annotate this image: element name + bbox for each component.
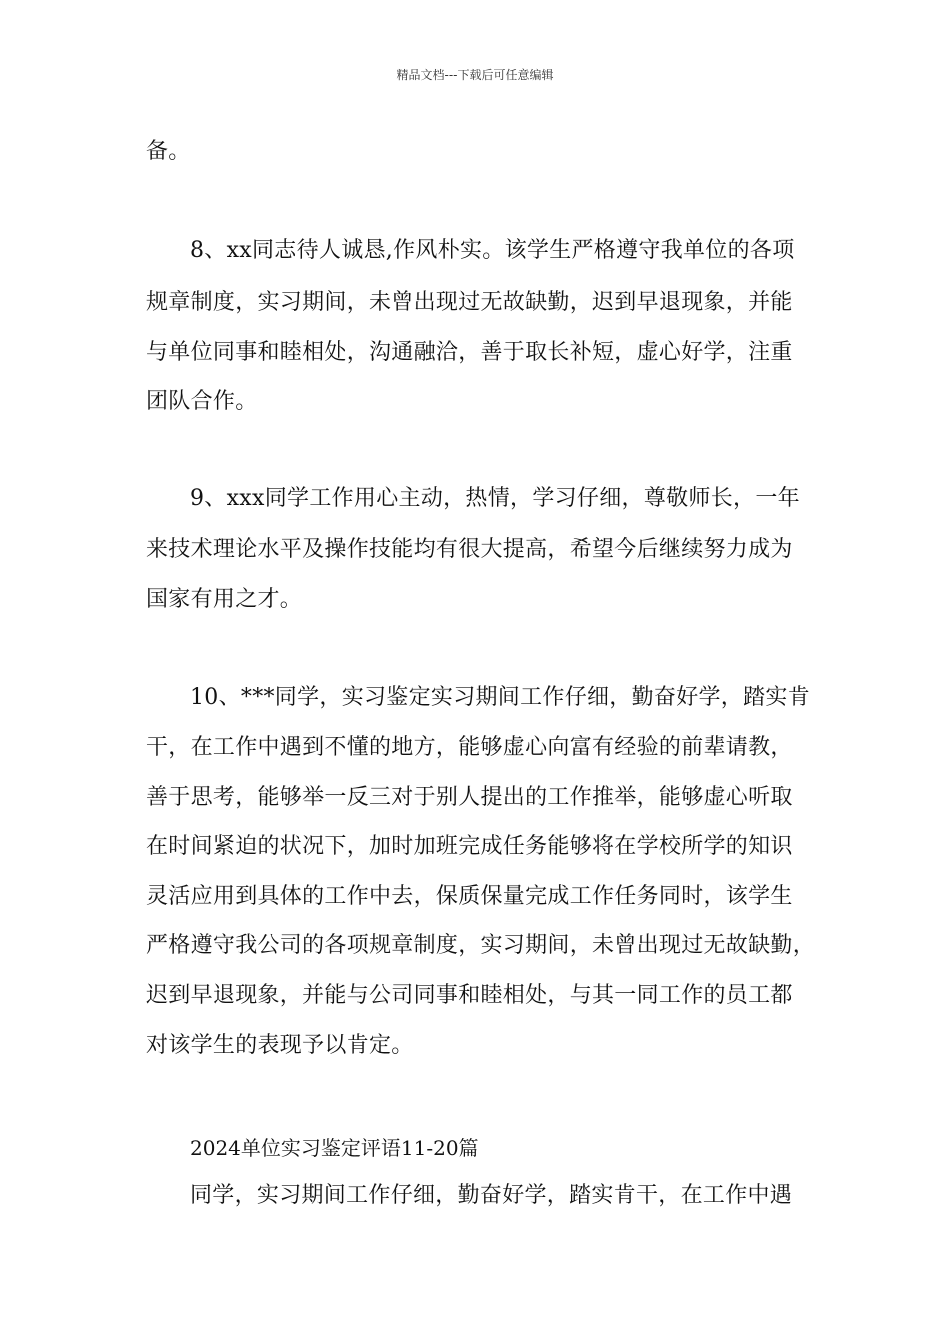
text-line: 国家有用之才。 (146, 587, 303, 612)
text-line: 10、***同学，实习鉴定实习期间工作仔细，勤奋好学，踏实肯 (190, 685, 810, 710)
text-line: 与单位同事和睦相处，沟通融洽，善于取长补短，虚心好学，注重 (146, 340, 793, 365)
text-line: 团队合作。 (146, 389, 258, 414)
text-line: 规章制度，实习期间，未曾出现过无故缺勤，迟到早退现象，并能 (146, 290, 793, 315)
section-heading: 2024单位实习鉴定评语11-20篇 (190, 1136, 479, 1160)
text-line: 同学，实习期间工作仔细，勤奋好学，踏实肯干，在工作中遇 (190, 1183, 793, 1208)
text-line: 迟到早退现象，并能与公司同事和睦相处，与其一同工作的员工都 (146, 983, 793, 1008)
page-header: 精品文档---下载后可任意编辑 (396, 68, 554, 82)
text-line: 来技术理论水平及操作技能均有很大提高，希望今后继续努力成为 (146, 537, 793, 562)
text-line: 9、xxx同学工作用心主动，热情，学习仔细，尊敬师长，一年 (190, 486, 800, 511)
text-line: 严格遵守我公司的各项规章制度，实习期间，未曾出现过无故缺勤， (146, 933, 816, 958)
text-line: 备。 (146, 139, 191, 164)
text-line: 对该学生的表现予以肯定。 (146, 1033, 414, 1058)
text-line: 灵活应用到具体的工作中去，保质保量完成工作任务同时，该学生 (146, 884, 793, 909)
text-line: 善于思考，能够举一反三对于别人提出的工作推举，能够虚心听取 (146, 785, 793, 810)
text-line: 干，在工作中遇到不懂的地方，能够虚心向富有经验的前辈请教， (146, 735, 793, 760)
text-line: 在时间紧迫的状况下，加时加班完成任务能够将在学校所学的知识 (146, 834, 793, 859)
text-line: 8、xx同志待人诚恳,作风朴实。该学生严格遵守我单位的各项 (190, 238, 795, 263)
